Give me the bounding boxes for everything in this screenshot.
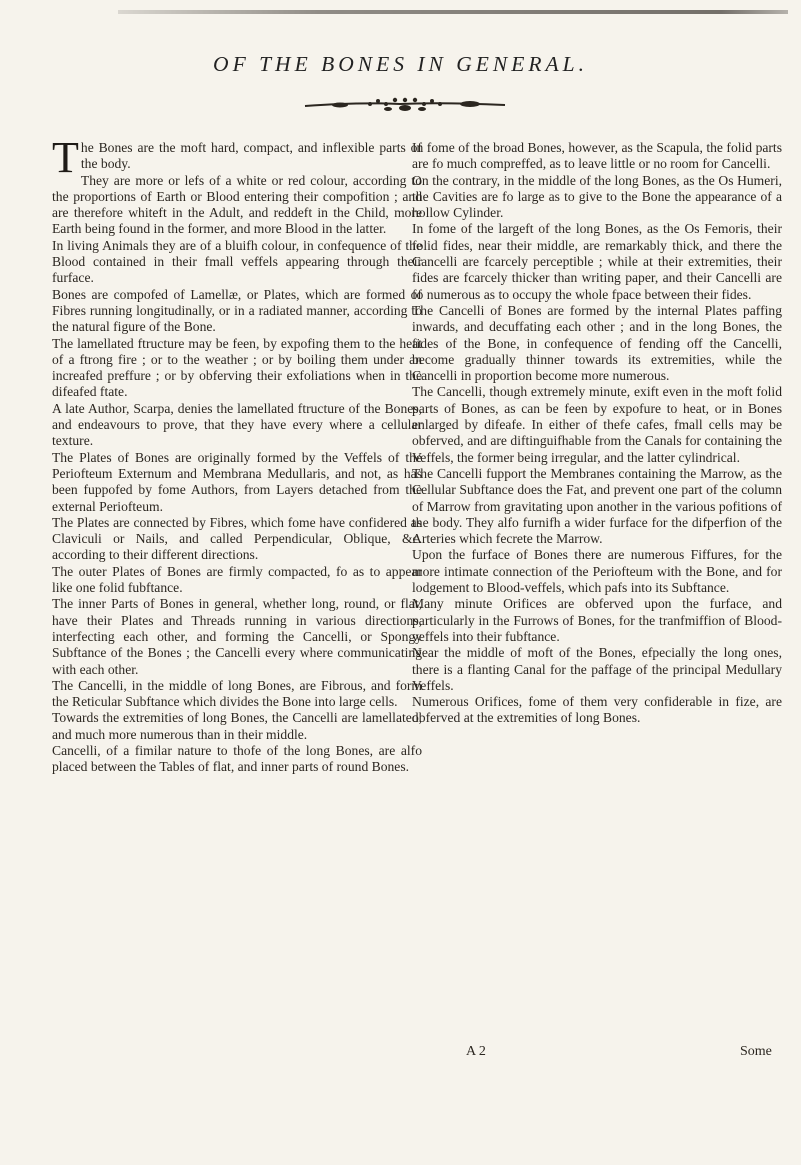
paragraph: The Cancelli of Bones are formed by the internal Plates paffing inwards, and decuffating each other ; and in the long Bones, the fides of the Bone, in confequence of fending off the Cancelli, become gradually thinner towards its extremities, while the Cancelli in proportion become more numerous. xyxy=(412,302,782,384)
paragraph: On the contrary, in the middle of the long Bones, as the Os Humeri, the Cavities are fo large as to give to the Bone the appearance of a hollow Cylinder. xyxy=(412,172,782,221)
paragraph: Upon the furface of Bones there are numerous Fiffures, for the more intimate connection of the Periofteum with the Bone, and for lodgement to Blood-veffels, which pafs into its Subftance. xyxy=(412,547,782,596)
paragraph: Bones are compofed of Lamellæ, or Plates, which are formed of Fibres running longitudinally, or in a radiated manner, according to the natural figure of the Bone. xyxy=(52,286,422,335)
paragraph: The Plates are connected by Fibres, which fome have confidered as Claviculi or Nails, and called Perpendicular, Oblique, &c. according to their different directions. xyxy=(52,514,422,563)
paragraph: In fome of the largeft of the long Bones, as the Os Femoris, their folid fides, near their middle, are remarkably thick, and there the Cancelli are fcarcely perceptible ; while at their extremities, their fides are fcarcely thicker than writing paper, and their Cancelli are fo numerous as to occupy the whole fpace between their fides. xyxy=(412,221,782,302)
signature-mark: A 2 xyxy=(466,1044,486,1059)
drop-cap: T xyxy=(52,133,79,182)
right-column xyxy=(412,140,782,727)
left-column xyxy=(52,133,422,776)
paragraph: A late Author, Scarpa, denies the lamellated ftructure of the Bones, and endeavours to prove, that they have every where a cellular texture. xyxy=(52,400,422,449)
page-title: OF THE BONES IN GENERAL. xyxy=(213,52,588,76)
top-rule xyxy=(118,10,788,14)
paragraph: The Cancelli, in the middle of long Bones, are Fibrous, and form the Reticular Subftance which divides the Bone into large cells. xyxy=(52,677,422,710)
paragraph: The Cancelli fupport the Membranes containing the Marrow, as the Cellular Subftance does the Fat, and prevent one part of the column of Marrow from gravitating upon another in the various pofitions of the body. They alfo furnifh a wider furface for the difperfion of the Arteries which fecrete the Marrow. xyxy=(412,465,782,547)
paragraph: In living Animals they are of a bluifh colour, in confequence of the Blood contained in their fmall veffels appearing through their furface. xyxy=(52,237,422,286)
paragraph: In fome of the broad Bones, however, as the Scapula, the folid parts are fo much compreffed, as to leave little or no room for Cancelli. xyxy=(412,140,782,172)
paragraph: Many minute Orifices are obferved upon the furface, and particularly in the Furrows of Bones, for the tranfmiffion of Blood-veffels into their fubftance. xyxy=(412,596,782,644)
paragraph: Numerous Orifices, fome of them very confiderable in fize, are obferved at the extremities of long Bones. xyxy=(412,694,782,726)
ornament-divider xyxy=(300,92,510,116)
paragraph: The lamellated ftructure may be feen, by expofing them to the heat of a ftrong fire ; or to the weather ; or by boiling them under an increafed preffure ; or by obferving their exfoliations when in the difeafed ftate. xyxy=(52,335,422,400)
paragraph: The inner Parts of Bones in general, whether long, round, or flat, have their Plates and Threads running in various directions, interfecting each other, and forming the Cancelli, or Spongy Subftance of the Bones ; the Cancelli every where communicating with each other. xyxy=(52,596,422,677)
paragraph: Near the middle of moft of the Bones, efpecially the long ones, there is a flanting Canal for the paffage of the principal Medullary Veffels. xyxy=(412,645,782,693)
paragraph: The outer Plates of Bones are firmly compacted, fo as to appear like one folid fubftance. xyxy=(52,563,422,596)
catchword: Some xyxy=(740,1044,772,1059)
paragraph: They are more or lefs of a white or red colour, according to the proportions of Earth or Blood entering their compofition ; and are therefore whiteft in the Adult, and reddeft in the Child, more Earth being found in the former, and more Blood in the latter. xyxy=(52,172,422,237)
paragraph: Towards the extremities of long Bones, the Cancelli are lamellated, and much more numerous than in their middle. xyxy=(52,710,422,742)
paragraph: Cancelli, of a fimilar nature to thofe of the long Bones, are alfo placed between the Tables of flat, and inner parts of round Bones. xyxy=(52,742,422,775)
paragraph: The Cancelli, though extremely minute, exift even in the moft folid parts of Bones, as can be feen by expofure to heat, or in Bones enlarged by difeafe. In either of thefe cafes, fmall cells may be obferved, and are diftinguifhable from the Canals for containing the Veffels, the former being irregular, and the latter cylindrical. xyxy=(412,384,782,465)
paragraph: The Bones are the moft hard, compact, and inflexible parts of the body. xyxy=(52,133,422,182)
paragraph: The Plates of Bones are originally formed by the Veffels of the Periofteum Externum and Membrana Medullaris, and not, as has been fuppofed by fome Authors, from Layers detached from the external Periofteum. xyxy=(52,449,422,514)
